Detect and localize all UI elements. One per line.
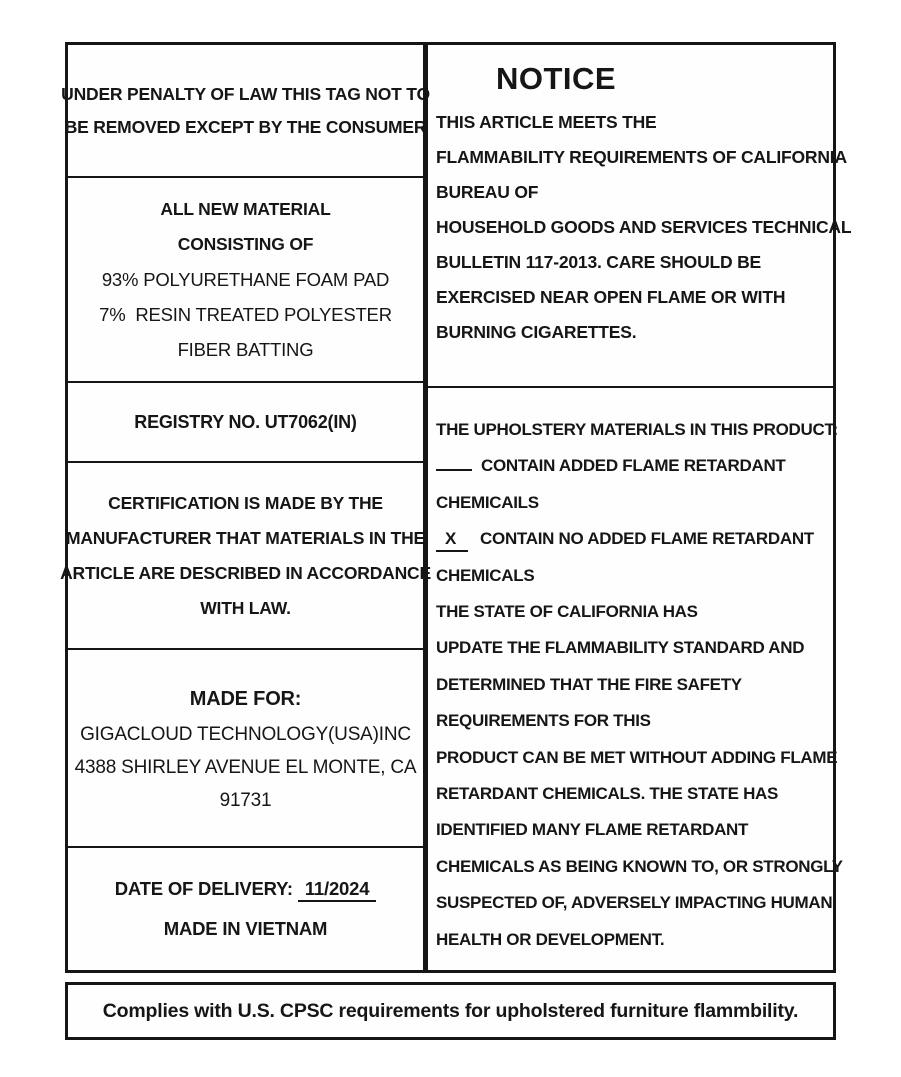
statement-line: REQUIREMENTS FOR THIS — [436, 711, 651, 731]
certification-section — [60, 463, 431, 650]
left-column — [60, 45, 431, 970]
statement-line: CHEMICALS AS BEING KNOWN TO, OR STRONGLY — [436, 856, 843, 876]
notice-line: BULLETIN 117-2013. CARE SHOULD BE — [436, 252, 762, 272]
certification-line: CERTIFICATION IS MADE BY THE — [108, 492, 383, 513]
footer-compliance-text: Complies with U.S. CPSC requirements for upholstered furniture flammbility. — [102, 999, 799, 1022]
certification-line: MANUFACTURER THAT MATERIALS IN THE — [65, 527, 426, 548]
registry-number: REGISTRY NO. UT7062(IN) — [134, 412, 357, 432]
notice-line: HOUSEHOLD GOODS AND SERVICES TECHNICAL — [436, 217, 852, 237]
flame-retardant-section — [428, 388, 843, 970]
penalty-section — [61, 45, 430, 178]
law-label-card — [60, 42, 852, 973]
blank-underline — [436, 456, 472, 471]
delivery-date-line — [115, 869, 377, 909]
x-mark: X — [436, 528, 468, 552]
notice-title: NOTICE — [496, 61, 617, 96]
retardant-option-none-wrap: CHEMICALS — [436, 565, 535, 585]
delivery-date-label: DATE OF DELIVERY: — [114, 878, 293, 899]
certification-line: WITH LAW. — [200, 597, 291, 618]
certification-line: ARTICLE ARE DESCRIBED IN ACCORDANCE — [60, 562, 431, 583]
notice-line: BUREAU OF — [436, 182, 539, 202]
retardant-option-added-wrap: CHEMICAILS — [436, 492, 539, 512]
made-for-address: 4388 SHIRLEY AVENUE EL MONTE, CA — [74, 756, 417, 778]
materials-content-line: 93% POLYURETHANE FOAM PAD — [101, 269, 390, 290]
retardant-option-added-text: CONTAIN ADDED FLAME RETARDANT — [481, 456, 786, 476]
notice-line: EXERCISED NEAR OPEN FLAME OR WITH — [436, 287, 786, 307]
materials-heading-line: ALL NEW MATERIAL — [160, 199, 331, 219]
penalty-line: BE REMOVED EXCEPT BY THE CONSUMER — [64, 116, 427, 137]
materials-section — [68, 178, 423, 383]
statement-line: UPDATE THE FLAMMABILITY STANDARD AND — [436, 638, 805, 658]
registry-section — [68, 383, 423, 463]
retardant-option-none-text: CONTAIN NO ADDED FLAME RETARDANT — [480, 529, 814, 549]
statement-line: SUSPECTED OF, ADVERSELY IMPACTING HUMAN — [436, 893, 833, 913]
made-for-heading: MADE FOR: — [189, 687, 302, 710]
materials-content-line: FIBER BATTING — [177, 339, 314, 360]
statement-line: THE STATE OF CALIFORNIA HAS — [436, 602, 698, 622]
made-for-company: GIGACLOUD TECHNOLOGY(USA)INC — [80, 723, 411, 745]
made-for-section — [68, 650, 423, 848]
delivery-section — [68, 848, 423, 970]
delivery-date-value: 11/2024 — [298, 878, 376, 902]
statement-line: DETERMINED THAT THE FIRE SAFETY — [436, 674, 742, 694]
materials-heading-line: CONSISTING OF — [177, 234, 314, 254]
penalty-line: UNDER PENALTY OF LAW THIS TAG NOT TO — [61, 83, 430, 104]
right-column — [428, 45, 852, 970]
statement-line: IDENTIFIED MANY FLAME RETARDANT — [436, 820, 749, 840]
notice-line: BURNING CIGARETTES. — [436, 322, 637, 342]
origin-line: MADE IN VIETNAM — [163, 918, 328, 939]
made-for-zip: 91731 — [219, 789, 272, 811]
retardant-option-none — [436, 521, 827, 557]
footer-bar — [65, 982, 836, 1040]
retardant-intro: THE UPHOLSTERY MATERIALS IN THIS PRODUCT: — [436, 420, 839, 439]
retardant-option-added — [436, 448, 827, 484]
statement-line: PRODUCT CAN BE MET WITHOUT ADDING FLAME — [436, 747, 838, 767]
materials-content-line: 7% RESIN TREATED POLYESTER — [99, 304, 392, 325]
notice-line: FLAMMABILITY REQUIREMENTS OF CALIFORNIA — [436, 147, 847, 167]
notice-section — [428, 45, 852, 388]
statement-line: RETARDANT CHEMICALS. THE STATE HAS — [436, 784, 779, 804]
notice-line: THIS ARTICLE MEETS THE — [436, 112, 657, 132]
statement-line: HEALTH OR DEVELOPMENT. — [436, 929, 665, 949]
